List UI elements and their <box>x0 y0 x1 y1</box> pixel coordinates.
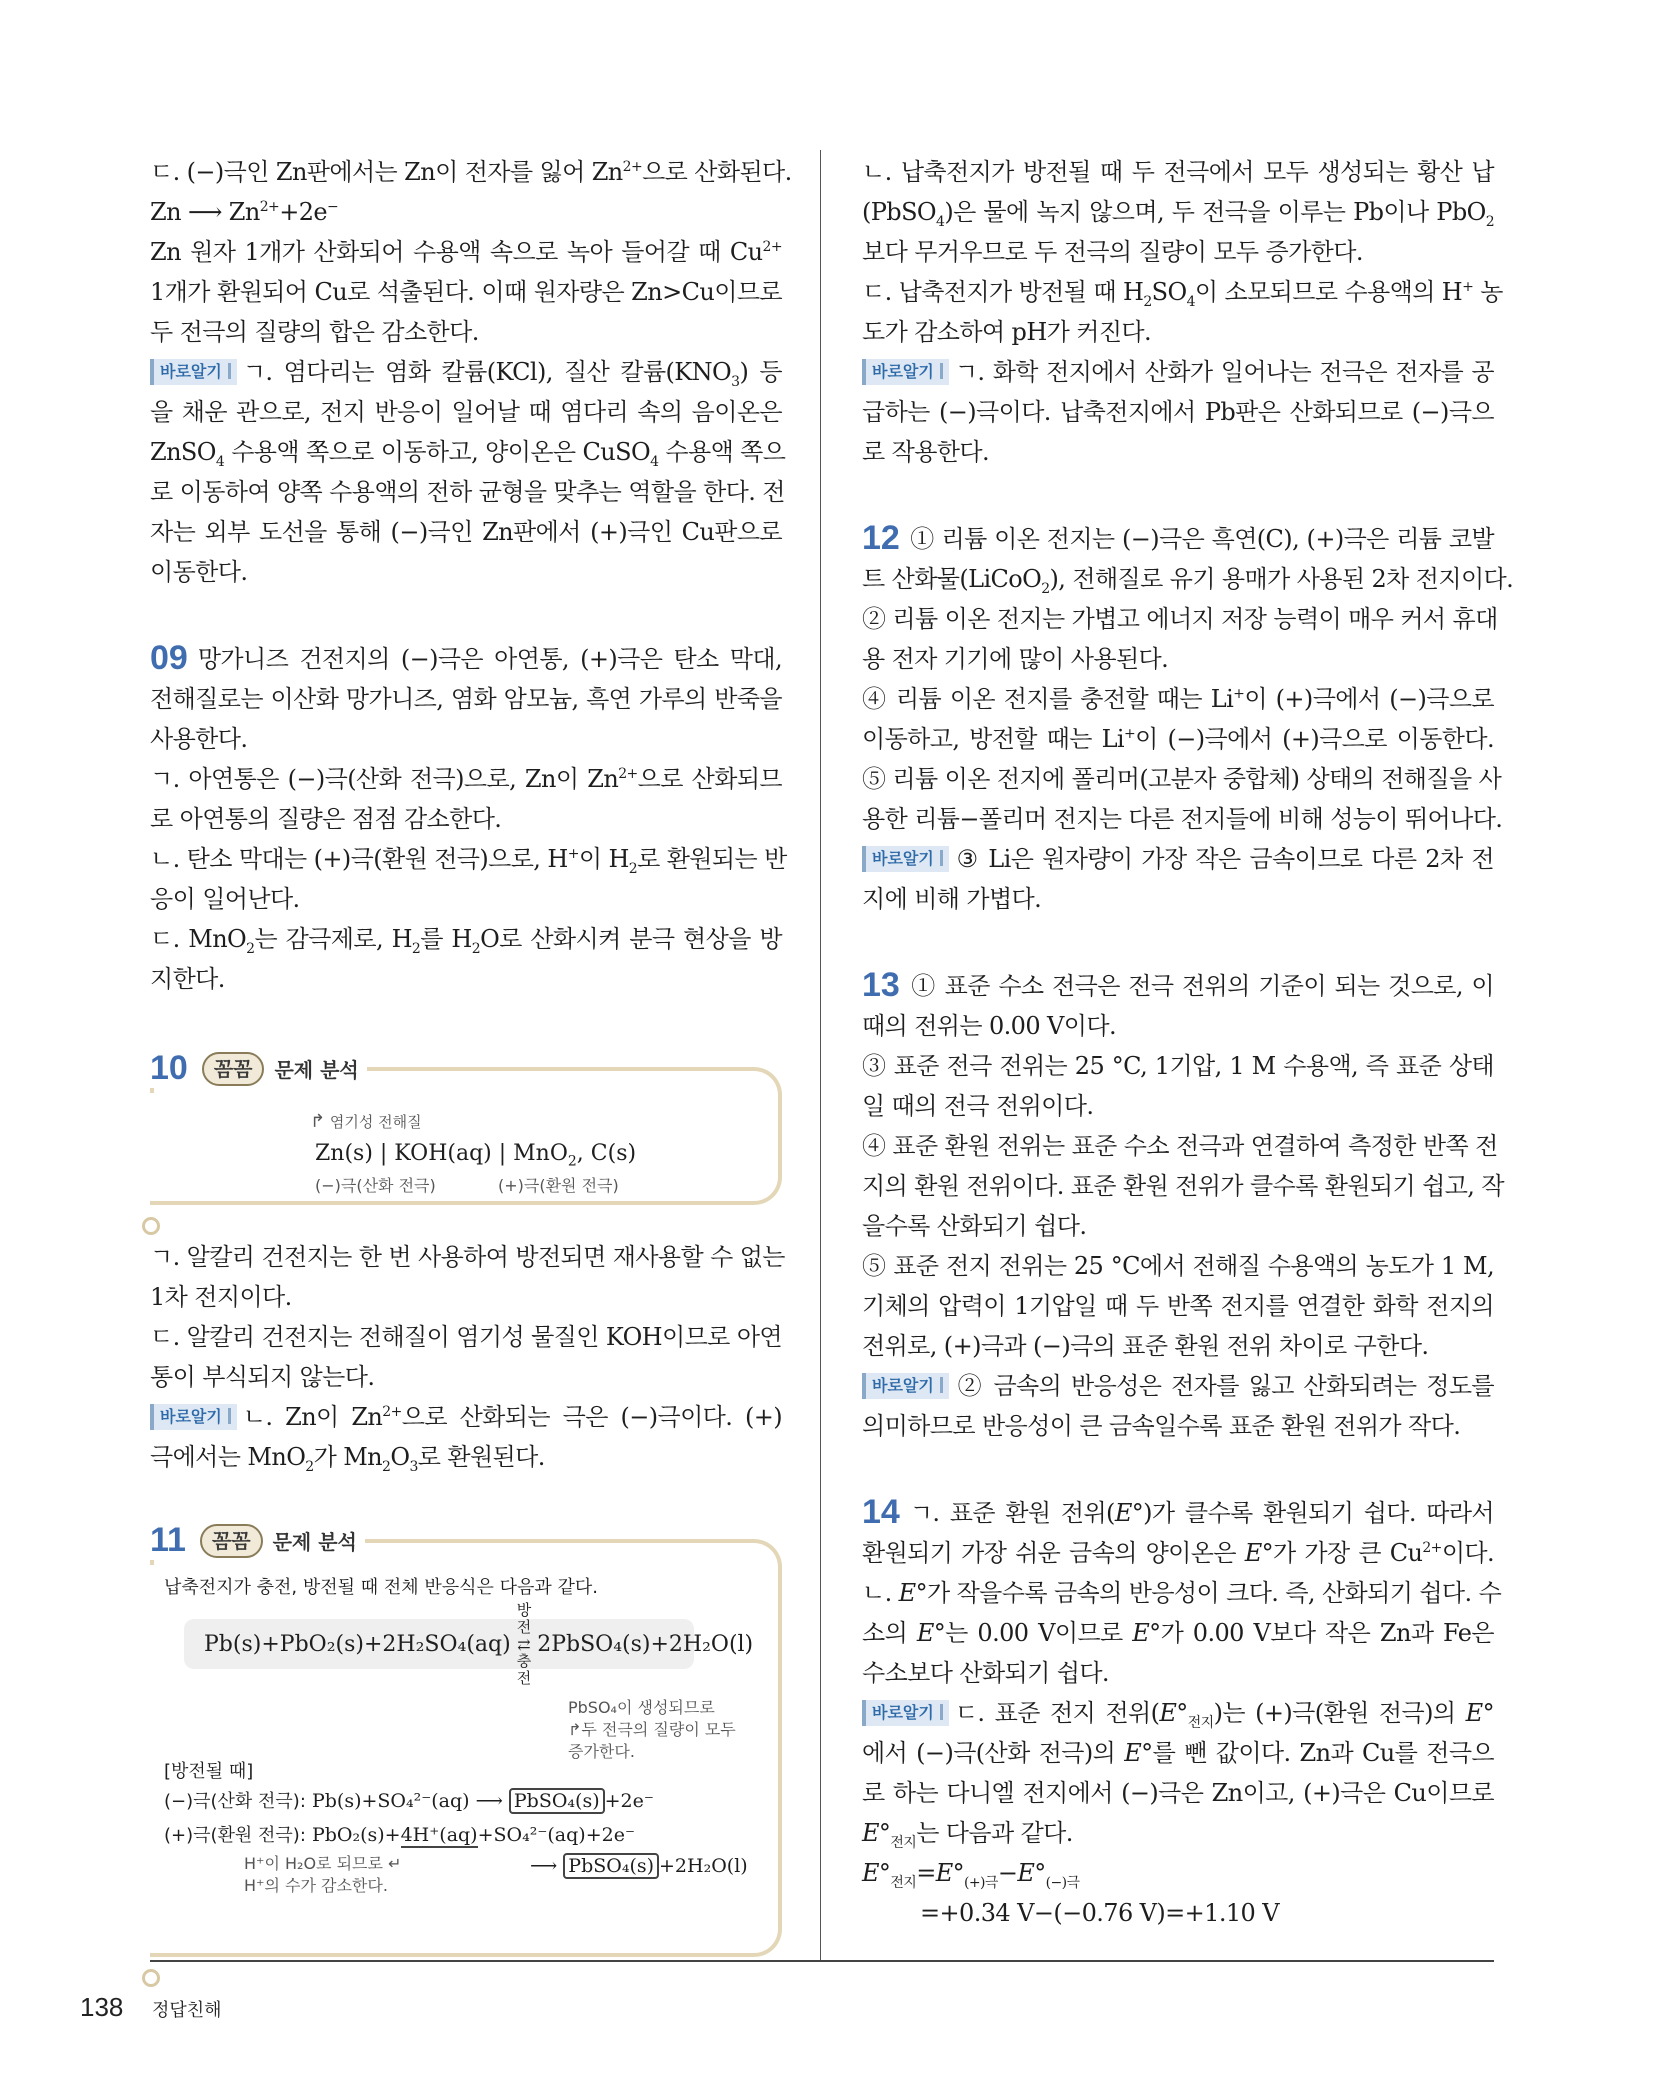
annotation-pbso4: PbSO₄이 생성되므로 ↱두 전극의 질량이 모두 증가한다. <box>568 1698 736 1761</box>
answer-12 <box>862 518 1514 919</box>
cathode-reaction: (+)극(환원 전극): PbO₂(s)+4H⁺(aq)+SO₄²⁻(aq)+2e⁻ <box>164 1824 635 1846</box>
annotation-h-ion: H⁺이 H₂O로 되므로 ↵ H⁺의 수가 감소한다. <box>244 1854 402 1895</box>
text-line: 도가 감소하여 pH가 커진다. <box>862 318 1152 346</box>
barotalgi-badge: 바로알기 <box>862 359 949 385</box>
text-line: 급하는 (−)극이다. 납축전지에서 Pb판은 산화되므로 (−)극으 <box>862 398 1494 426</box>
text-line: 에서 (−)극(산화 전극)의 E°를 뺀 값이다. Zn과 Cu를 전극으 <box>862 1739 1494 1767</box>
text-line: 지한다. <box>150 965 225 993</box>
text-line: 을수록 산화되기 쉽다. <box>862 1212 1087 1240</box>
text-line: 이동한다. <box>150 558 248 586</box>
text-line: (PbSO$_4$)은 물에 녹지 않으며, 두 전극을 이루는 Pb이나 PbO$_2$ <box>862 198 1494 230</box>
text-line: ㄴ. 탄소 막대는 (+)극(환원 전극)으로, H+이 $H_2$로 환원되는 반 <box>150 845 787 877</box>
wrong-explanation-line: 바로알기 ③ Li은 원자량이 가장 작은 금속이므로 다른 2차 전 <box>862 839 1494 879</box>
text-line: 극에서는 MnO$_2$가 $Mn_2O_3$로 환원된다. <box>150 1443 545 1475</box>
text-line: 이동하고, 방전할 때는 Li+이 (−)극에서 (+)극으로 이동한다. <box>862 725 1494 753</box>
text-line: 일 때의 전극 전위이다. <box>862 1092 1094 1120</box>
answer-14 <box>862 1492 1502 1933</box>
text-line: 을 채운 관으로, 전지 반응이 일어날 때 염다리 속의 음이온은 <box>150 398 782 426</box>
cathode-reaction-product: ⟶ PbSO₄(s) +2H₂O(l) <box>530 1855 748 1877</box>
overall-reaction: Pb(s)+PbO₂(s)+2H₂SO₄(aq) 방전 ⇄ 충전 2PbSO₄(s)+2H₂O(l) <box>184 1619 694 1669</box>
kkomkkom-tag: 꼼꼼 <box>200 1524 263 1558</box>
text-line: 수소보다 산화되기 쉽다. <box>862 1659 1109 1687</box>
wrong-explanation-line: 바로알기 ② 금속의 반응성은 전자를 잃고 산화되려는 정도를 <box>862 1366 1494 1406</box>
wrong-explanation-line: 바로알기 ㄷ. 표준 전지 전위$(E^\circ_{전지})$는 (+)극(환원 전극)의 E° <box>862 1693 1494 1733</box>
text-line: 로 아연통의 질량은 점점 감소한다. <box>150 805 502 833</box>
question-number: 14 <box>862 1493 900 1531</box>
barotalgi-badge: 바로알기 <box>150 359 237 385</box>
kkomkkom-tag: 꼼꼼 <box>202 1052 265 1086</box>
text-line: 09 망가니즈 건전지의 (−)극은 아연통, (+)극은 탄소 막대, <box>150 639 782 677</box>
text-line: ㄴ. E°가 작을수록 금속의 반응성이 크다. 즉, 산화되기 쉽다. 수 <box>862 1579 1502 1607</box>
formula-line: $E^\circ_{전지}=E^\circ_{(+)극}-E^\circ_{(-)극}$ <box>862 1859 1080 1891</box>
reversible-arrow: 방전 ⇄ 충전 <box>516 1600 532 1687</box>
text-line: ㄴ. 납축전지가 방전될 때 두 전극에서 모두 생성되는 황산 납 <box>862 158 1494 186</box>
barotalgi-badge: 바로알기 <box>862 846 949 872</box>
text-line: 14 ㄱ. 표준 환원 전위(E°)가 클수록 환원되기 쉽다. 따라서 <box>862 1493 1494 1531</box>
annotation: ↱ 염기성 전해질 <box>310 1111 422 1132</box>
text-line: ③ 표준 전극 전위는 25 °C, 1기압, 1 M 수용액, 즉 표준 상태 <box>862 1052 1494 1080</box>
answer-13 <box>862 965 1504 1446</box>
question-number: 10 <box>150 1049 188 1087</box>
text-line: 전위로, (+)극과 (−)극의 표준 환원 전위 차이로 구한다. <box>862 1332 1429 1360</box>
box-end-dot <box>142 1217 160 1235</box>
answer-09 <box>150 638 787 999</box>
formula-line: =+0.34 V−(−0.76 V)=+1.10 V <box>920 1899 1279 1927</box>
question-number: 11 <box>150 1521 186 1559</box>
text-line: 13 ① 표준 수소 전극은 전극 전위의 기준이 되는 것으로, 이 <box>862 966 1494 1004</box>
answer-08-continued <box>150 152 792 592</box>
text-line: ④ 리튬 이온 전지를 충전할 때는 Li+이 (+)극에서 (−)극으로 <box>862 685 1495 713</box>
text-line: 12 ① 리튬 이온 전지는 (−)극은 흑연(C), (+)극은 리튬 코발 <box>862 519 1494 557</box>
text-line: Zn 원자 1개가 산화되어 수용액 속으로 녹아 들어갈 때 $Cu^{2+}$ <box>150 238 782 266</box>
question-number: 09 <box>150 639 188 677</box>
text-line: 의미하므로 반응성이 큰 금속일수록 표준 환원 전위가 작다. <box>862 1412 1461 1440</box>
footer-rule <box>150 1960 1494 1962</box>
column-divider <box>820 150 821 1960</box>
wrong-explanation-line: 바로알기 ㄱ. 화학 전지에서 산화가 일어나는 전극은 전자를 공 <box>862 352 1494 392</box>
text-line: ㄱ. 아연통은 (−)극(산화 전극)으로, Zn이 $Zn^{2+}$으로 산화되므 <box>150 765 782 793</box>
analysis-box <box>150 1521 782 1957</box>
analysis-title: 문제 분석 <box>274 1058 359 1082</box>
page-label: 정답친해 <box>152 2000 222 2021</box>
answer-10 <box>150 1049 785 1477</box>
barotalgi-badge: 바로알기 <box>150 1404 237 1430</box>
text-line: ④ 표준 환원 전위는 표준 수소 전극과 연결하여 측정한 반쪽 전 <box>862 1132 1498 1160</box>
text-line: ZnSO$_4$ 수용액 쪽으로 이동하고, 양이온은 CuSO$_4$ 수용액 쪽으 <box>150 438 786 470</box>
page-number: 138 <box>80 1992 124 2022</box>
intro-text: 납축전지가 충전, 방전될 때 전체 반응식은 다음과 같다. <box>164 1577 599 1598</box>
text-line: 1차 전지이다. <box>150 1283 292 1311</box>
text-line: ㄷ. (−)극인 Zn판에서는 Zn이 전자를 잃어 $Zn^{2+}$으로 산화된다. <box>150 158 792 186</box>
text-line: 전해질로는 이산화 망가니즈, 염화 암모늄, 흑연 가루의 반죽을 <box>150 685 782 713</box>
question-number: 12 <box>862 519 900 557</box>
left-column <box>150 152 792 1957</box>
text-line: ② 리튬 이온 전지는 가볍고 에너지 저장 능력이 매우 커서 휴대 <box>862 605 1498 633</box>
text-line: ⑤ 리튬 이온 전지에 폴리머(고분자 중합체) 상태의 전해질을 사 <box>862 765 1502 793</box>
barotalgi-badge: 바로알기 <box>862 1700 949 1726</box>
text-line: 용한 리튬−폴리머 전지는 다른 전지들에 비해 성능이 뛰어나다. <box>862 805 1503 833</box>
text-line: ⑤ 표준 전지 전위는 25 °C에서 전해질 수용액의 농도가 1 M, <box>862 1252 1494 1280</box>
text-line: 환원되기 가장 쉬운 금속의 양이온은 E°가 가장 큰 $Cu^{2+}$이다. <box>862 1539 1495 1567</box>
analysis-box-header <box>150 1521 365 1560</box>
text-line: 1개가 환원되어 Cu로 석출된다. 이때 원자량은 Zn>Cu이므로 <box>150 278 782 306</box>
text-line: ㄷ. 납축전지가 방전될 때 $H_2SO_4$이 소모되므로 수용액의 H+ 농 <box>862 278 1503 310</box>
analysis-box-header <box>150 1049 367 1088</box>
text-line: 지의 환원 전위이다. 표준 환원 전위가 클수록 환원되기 쉽고, 작 <box>862 1172 1504 1200</box>
text-line: ㄱ. 알칼리 건전지는 한 번 사용하여 방전되면 재사용할 수 없는 <box>150 1243 785 1271</box>
text-line: 때의 전위는 0.00 V이다. <box>862 1012 1116 1040</box>
text-line: 응이 일어난다. <box>150 885 300 913</box>
anode-reaction: (−)극(산화 전극): Pb(s)+SO₄²⁻(aq) ⟶ PbSO₄(s) +2e⁻ <box>164 1790 654 1812</box>
wrong-explanation-line: 바로알기 ㄴ. Zn이 $Zn^{2+}$으로 산화되는 극은 (−)극이다. (+) <box>150 1397 782 1437</box>
analysis-title: 문제 분석 <box>272 1530 357 1554</box>
cell-notation: Zn(s) | KOH(aq) | MnO$_2$, C(s) <box>315 1141 637 1170</box>
barotalgi-badge: 바로알기 <box>862 1373 949 1399</box>
anode-label: (−)극(산화 전극) <box>315 1176 436 1195</box>
text-line: 보다 무거우므로 두 전극의 질량이 모두 증가한다. <box>862 238 1363 266</box>
text-line: 로 작용한다. <box>862 438 989 466</box>
discharge-heading: [방전될 때] <box>164 1761 254 1782</box>
text-line: $E^\circ_{전지}$는 다음과 같다. <box>862 1819 1073 1851</box>
text-line: 지에 비해 가볍다. <box>862 885 1042 913</box>
cathode-label: (+)극(환원 전극) <box>498 1176 619 1195</box>
text-line: 로 하는 다니엘 전지에서 (−)극은 Zn이고, (+)극은 Cu이므로 <box>862 1779 1494 1807</box>
equation-line: Zn ⟶ $Zn^{2+}+2e^-$ <box>150 198 339 226</box>
text-line: 기체의 압력이 1기압일 때 두 반쪽 전지를 연결한 화학 전지의 <box>862 1292 1494 1320</box>
text-line: ㄷ. 알칼리 건전지는 전해질이 염기성 물질인 KOH이므로 아연 <box>150 1323 782 1351</box>
text-line: 자는 외부 도선을 통해 (−)극인 Zn판에서 (+)극인 Cu판으로 <box>150 518 782 546</box>
text-line: 두 전극의 질량의 합은 감소한다. <box>150 318 479 346</box>
answer-11 <box>150 1521 782 1957</box>
analysis-box <box>150 1049 782 1205</box>
text-line: 통이 부식되지 않는다. <box>150 1363 375 1391</box>
text-line: 로 이동하여 양쪽 수용액의 전하 균형을 맞추는 역할을 한다. 전 <box>150 478 785 506</box>
question-number: 13 <box>862 966 900 1004</box>
text-line: 사용한다. <box>150 725 248 753</box>
text-line: 트 산화물(LiCoO$_2$), 전해질로 유기 용매가 사용된 2차 전지이다. <box>862 565 1514 597</box>
answer-11-continued <box>862 152 1503 472</box>
text-line: 소의 E°는 0.00 V이므로 E°가 0.00 V보다 작은 Zn과 Fe은 <box>862 1619 1494 1647</box>
wrong-explanation-line: 바로알기 ㄱ. 염다리는 염화 칼륨(KCl), 질산 칼륨$(KNO_3)$ 등 <box>150 352 782 392</box>
text-line: 용 전자 기기에 많이 사용된다. <box>862 645 1169 673</box>
text-line: ㄷ. MnO$_2$는 감극제로, $H_2$를 $H_2O$로 산화시켜 분극 현상을 방 <box>150 925 782 957</box>
right-column <box>862 152 1514 1933</box>
box-end-dot <box>142 1969 160 1987</box>
